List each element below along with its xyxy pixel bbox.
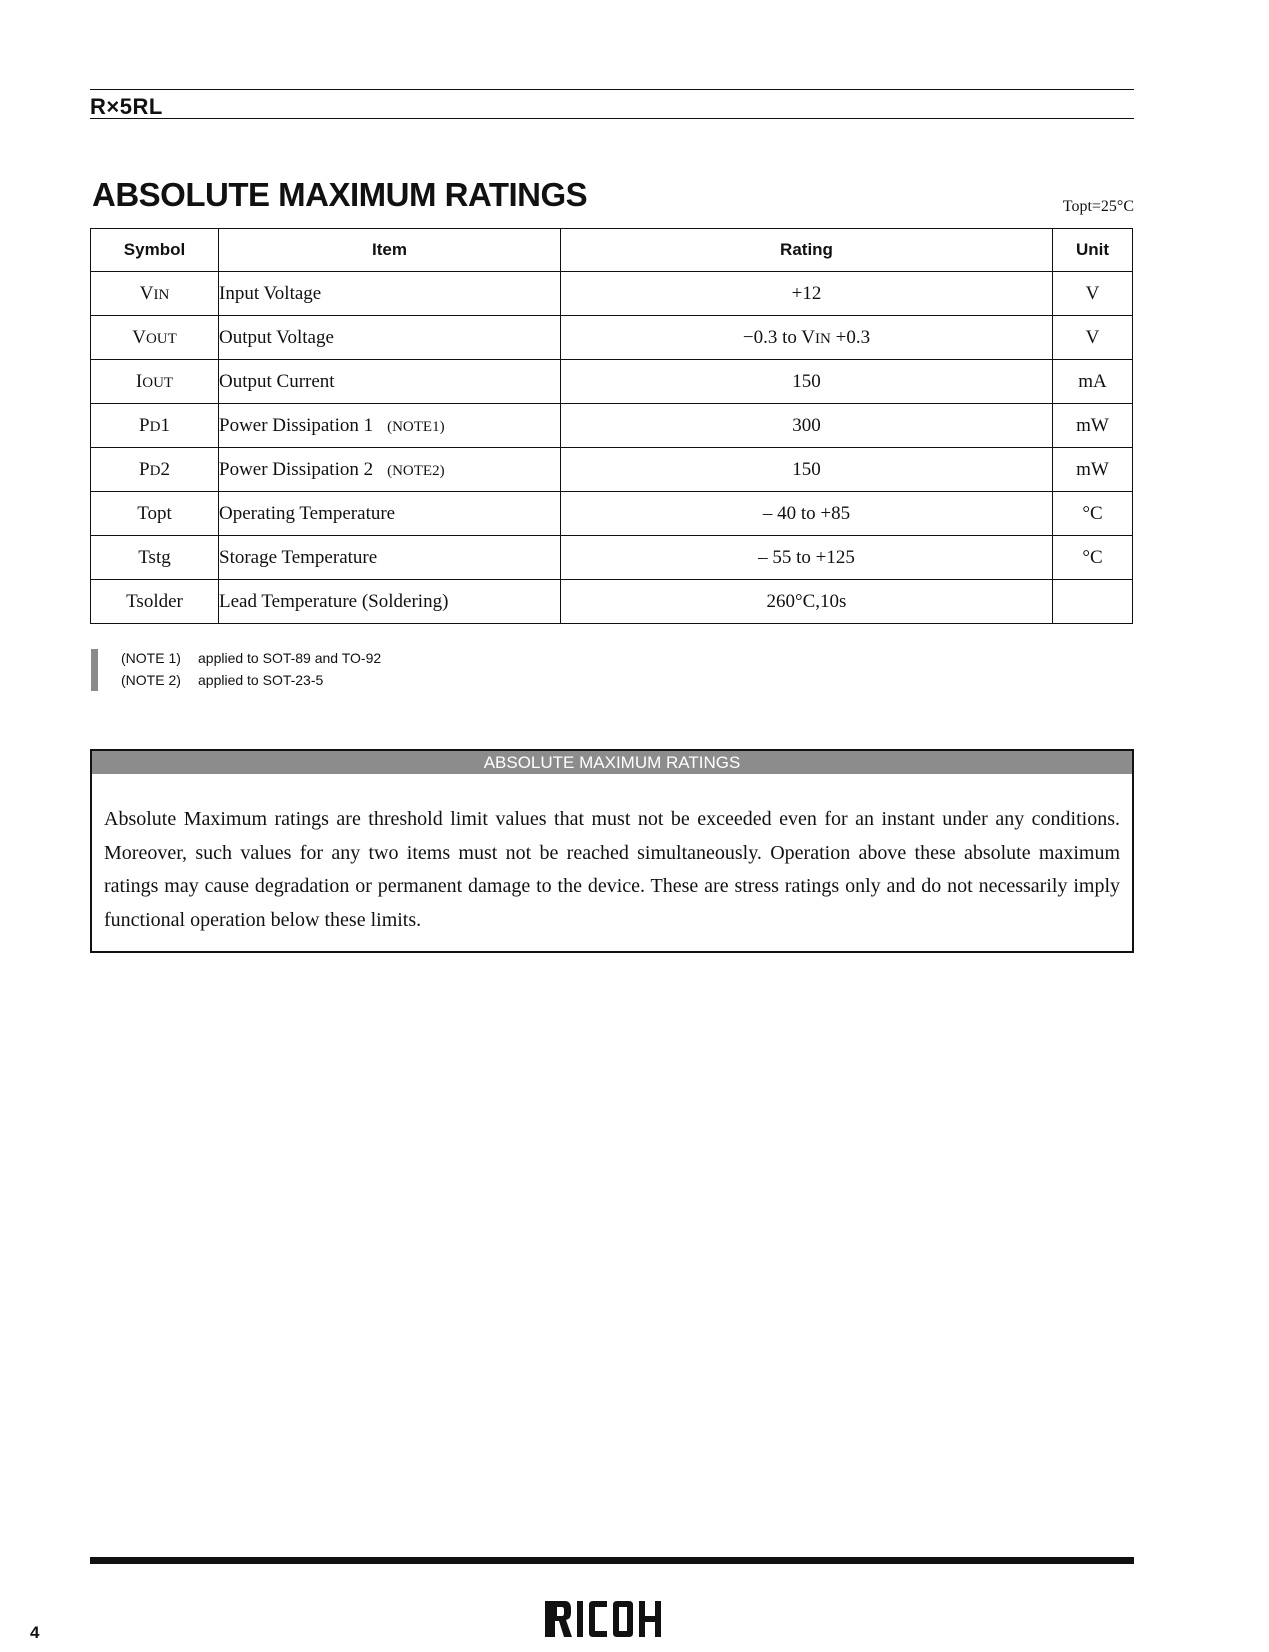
section-title: ABSOLUTE MAXIMUM RATINGS xyxy=(92,176,588,213)
symbol-subscript: OUT xyxy=(142,374,174,391)
condition-label: Topt=25°C xyxy=(1062,198,1134,215)
symbol-suffix: 1 xyxy=(160,414,170,436)
symbol-text: V xyxy=(139,282,154,304)
footer-rule xyxy=(90,1557,1134,1564)
item-text: Power Dissipation 1 xyxy=(219,414,374,436)
header-unit: Unit xyxy=(1053,229,1133,272)
ricoh-logo xyxy=(545,1599,679,1644)
rating-cell: – 55 to +125 xyxy=(561,536,1053,580)
note-1 xyxy=(121,650,381,666)
unit-cell: °C xyxy=(1053,536,1133,580)
symbol-cell: Topt xyxy=(91,492,219,536)
rating-cell: 260°C,10s xyxy=(561,580,1053,624)
item-text: Storage Temperature xyxy=(219,546,378,568)
table-header-row xyxy=(91,229,1133,272)
unit-cell: V xyxy=(1053,272,1133,316)
item-text: Input Voltage xyxy=(219,282,322,304)
header-item: Item xyxy=(219,229,561,272)
unit-cell: mA xyxy=(1053,360,1133,404)
item-cell xyxy=(219,272,561,316)
ricoh-logo-icon xyxy=(545,1599,679,1639)
rating-subscript: IN xyxy=(815,330,831,347)
header-symbol: Symbol xyxy=(91,229,219,272)
note-reference: (NOTE1) xyxy=(387,418,445,435)
symbol-suffix: 2 xyxy=(160,458,170,480)
note-tag: (NOTE 1) xyxy=(121,650,181,666)
unit-cell: V xyxy=(1053,316,1133,360)
table-row xyxy=(91,272,1133,316)
item-cell xyxy=(219,536,561,580)
item-text: Operating Temperature xyxy=(219,502,396,524)
symbol-text: V xyxy=(132,326,146,348)
symbol-cell: Tsolder xyxy=(91,580,219,624)
info-box-text: Absolute Maximum ratings are threshold limit values that must not be exceeded even for an instant under any conditions. Moreover, such values for any two items must not be reached simultaneously. Operation above these absolute maximum ratings may cause degradation or permanent damage to the device. These are stress ratings only and do not necessarily imply functional operation below these limits. xyxy=(104,808,1120,931)
item-text: Output Voltage xyxy=(219,326,334,348)
table-row xyxy=(91,360,1133,404)
symbol-text: I xyxy=(135,370,143,392)
unit-cell xyxy=(1053,580,1133,624)
symbol-cell xyxy=(91,272,219,316)
item-text: Lead Temperature (Soldering) xyxy=(219,590,449,612)
item-cell xyxy=(219,492,561,536)
header-top-rule xyxy=(90,89,1134,90)
info-box-title: ABSOLUTE MAXIMUM RATINGS xyxy=(92,751,1132,774)
rating-cell: 300 xyxy=(561,404,1053,448)
info-box xyxy=(90,749,1134,953)
note-text: applied to SOT-89 and TO-92 xyxy=(198,650,382,666)
symbol-cell: Tstg xyxy=(91,536,219,580)
rating-cell xyxy=(561,316,1053,360)
header-bottom-rule xyxy=(90,118,1134,119)
item-text: Output Current xyxy=(219,370,335,392)
rating-text: −0.3 to V xyxy=(742,326,816,348)
unit-cell: mW xyxy=(1053,404,1133,448)
symbol-cell xyxy=(91,316,219,360)
symbol-subscript: IN xyxy=(153,286,170,303)
symbol-subscript: D xyxy=(149,418,161,435)
note-reference: (NOTE2) xyxy=(387,462,445,479)
item-cell xyxy=(219,448,561,492)
rating-cell: – 40 to +85 xyxy=(561,492,1053,536)
note-tag: (NOTE 2) xyxy=(121,672,181,688)
symbol-text: P xyxy=(139,414,150,436)
symbol-cell xyxy=(91,404,219,448)
table-row xyxy=(91,492,1133,536)
rating-cell: 150 xyxy=(561,360,1053,404)
symbol-subscript: OUT xyxy=(145,330,177,347)
rating-tail: +0.3 xyxy=(830,326,871,348)
item-cell xyxy=(219,404,561,448)
item-text: Power Dissipation 2 xyxy=(219,458,374,480)
header-rating: Rating xyxy=(561,229,1053,272)
unit-cell: mW xyxy=(1053,448,1133,492)
table-row xyxy=(91,404,1133,448)
unit-cell: °C xyxy=(1053,492,1133,536)
table-row xyxy=(91,536,1133,580)
symbol-text: P xyxy=(139,458,150,480)
symbol-subscript: D xyxy=(149,462,161,479)
table-row xyxy=(91,448,1133,492)
item-cell xyxy=(219,360,561,404)
table-row xyxy=(91,316,1133,360)
page-number: 4 xyxy=(30,1623,40,1642)
rating-cell: +12 xyxy=(561,272,1053,316)
symbol-cell xyxy=(91,448,219,492)
rating-cell: 150 xyxy=(561,448,1053,492)
item-cell xyxy=(219,316,561,360)
part-name: R×5RL xyxy=(90,94,163,119)
symbol-cell xyxy=(91,360,219,404)
ratings-table xyxy=(90,228,1133,624)
table-row xyxy=(91,580,1133,624)
note-text: applied to SOT-23-5 xyxy=(198,672,324,688)
notes-marker-bar xyxy=(91,649,98,691)
item-cell xyxy=(219,580,561,624)
note-2 xyxy=(121,672,323,688)
